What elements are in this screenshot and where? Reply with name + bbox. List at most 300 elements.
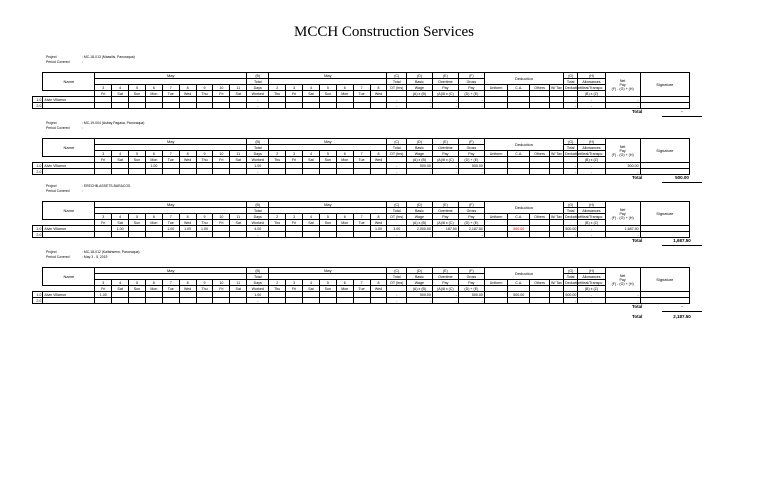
cell: 7	[162, 85, 179, 91]
month-header: May	[269, 202, 387, 208]
cell: Thu	[269, 220, 286, 226]
cell	[484, 298, 507, 304]
cell: Wed	[370, 91, 387, 97]
cell: Wed	[370, 286, 387, 292]
cell: (A)/8 x (C)	[432, 286, 458, 292]
cell	[353, 169, 370, 175]
cell: -	[247, 103, 269, 109]
cell: 7	[353, 214, 370, 220]
period-label: Period Covered	[46, 126, 70, 130]
cell	[269, 103, 286, 109]
payroll-table	[32, 201, 750, 238]
cell	[230, 103, 247, 109]
cell: 8	[370, 85, 387, 91]
cell: Basic	[406, 208, 432, 214]
cell: Pay	[432, 214, 458, 220]
cell: Basic	[406, 274, 432, 280]
period-label: Period Covered	[46, 189, 70, 193]
cell: Uniform	[484, 151, 507, 157]
cell: (D)	[406, 139, 432, 145]
cell: Uniform	[484, 214, 507, 220]
cell: (H)	[578, 202, 605, 208]
month-header: May	[95, 139, 247, 145]
cell	[286, 169, 303, 175]
cell: Sat	[303, 91, 320, 97]
cell: (D) + (E)	[458, 157, 484, 163]
cell: (D)	[406, 202, 432, 208]
cell: Wed	[179, 286, 196, 292]
cell: Total	[564, 274, 578, 280]
cell: -	[406, 232, 432, 238]
period-value: :	[82, 60, 83, 64]
cell: 7	[353, 151, 370, 157]
cell: 7	[353, 85, 370, 91]
cell: 4	[112, 280, 129, 286]
section-total	[632, 238, 712, 245]
cell: Pay	[458, 280, 484, 286]
cell: (G)	[564, 73, 578, 79]
cell: Sun	[319, 286, 336, 292]
cell: (B) x (Z)	[578, 286, 605, 292]
cell: -	[578, 163, 605, 169]
cell: 7	[162, 280, 179, 286]
cell: Fri	[213, 286, 230, 292]
cell: Wage	[406, 85, 432, 91]
cell	[336, 298, 353, 304]
cell: -	[387, 169, 406, 175]
cell: (F)	[458, 202, 484, 208]
cell	[230, 298, 247, 304]
cell	[179, 232, 196, 238]
section-meta	[46, 184, 130, 194]
cell: Wed	[370, 220, 387, 226]
cell: (D)	[406, 268, 432, 274]
section-total-value: 1,687.50	[673, 238, 691, 243]
cell: 2,187.50	[458, 226, 484, 232]
cell: -	[247, 298, 269, 304]
cell: 2	[269, 280, 286, 286]
cell: Mon	[336, 157, 353, 163]
cell: 10	[213, 214, 230, 220]
cell: (F)	[458, 268, 484, 274]
cell: 500.00	[605, 163, 640, 169]
cell: (B)	[247, 139, 269, 145]
deduction-header: Deduction	[484, 268, 563, 280]
cell	[319, 298, 336, 304]
cell: -	[406, 103, 432, 109]
section-total	[632, 304, 712, 311]
month-header: May	[269, 268, 387, 274]
cell: Tue	[162, 220, 179, 226]
cell: -	[605, 292, 640, 298]
cell: (B) x (Z)	[578, 220, 605, 226]
cell: 10	[213, 280, 230, 286]
cell: -	[432, 103, 458, 109]
cell: Fri	[95, 91, 112, 97]
cell: Sun	[319, 220, 336, 226]
cell: (C)	[387, 202, 406, 208]
cell: Pay	[458, 214, 484, 220]
cell	[530, 169, 549, 175]
cell: -	[432, 97, 458, 103]
table-row	[33, 298, 750, 304]
cell	[162, 103, 179, 109]
cell: W/ Tax	[550, 280, 562, 285]
cell: -	[458, 298, 484, 304]
cell: Fri	[286, 91, 303, 97]
cell	[549, 169, 563, 175]
deduction-header: Deduction	[484, 73, 563, 85]
cell: Fri	[213, 91, 230, 97]
cell	[353, 232, 370, 238]
cell: Thu	[269, 286, 286, 292]
cell: 6	[145, 214, 162, 220]
project-label: Project	[46, 250, 57, 254]
cell: Total	[387, 79, 406, 85]
cell: Total	[564, 208, 578, 214]
cell	[336, 103, 353, 109]
cell: Sat	[230, 91, 247, 97]
cell: Pay	[432, 280, 458, 286]
cell	[549, 298, 563, 304]
cell: Days	[247, 85, 269, 91]
cell: 4	[112, 151, 129, 157]
cell	[43, 169, 95, 175]
cell	[95, 232, 112, 238]
cell: -	[458, 232, 484, 238]
cell: Pay	[432, 85, 458, 91]
net-header: Net Pay (F) - (G) + (H)	[605, 202, 640, 226]
section-total-value: -	[681, 304, 683, 309]
cell: -	[458, 169, 484, 175]
cell: Sun	[129, 91, 146, 97]
cell: 3	[286, 85, 303, 91]
cell: 2.0	[33, 103, 43, 109]
cell: 10	[213, 85, 230, 91]
period-value: :	[82, 126, 83, 130]
month-header: May	[95, 202, 247, 208]
signature-cell	[640, 298, 689, 304]
cell: -	[387, 298, 406, 304]
section-total-label: Total	[632, 109, 643, 114]
cell	[213, 169, 230, 175]
cell: -	[564, 163, 578, 169]
cell: Sun	[129, 157, 146, 163]
project-value: : MC-18-012 (Kalfahsenn, Panoraqua)	[82, 250, 140, 254]
signature-header: Signature	[640, 202, 689, 226]
cell: 8	[179, 280, 196, 286]
cell: Mon	[336, 220, 353, 226]
cell: -	[387, 292, 406, 298]
cell: Sat	[303, 286, 320, 292]
cell: Total	[387, 274, 406, 280]
cell: Total	[387, 208, 406, 214]
total-underline	[662, 116, 702, 117]
cell: Total	[564, 145, 578, 151]
cell: (F)	[458, 73, 484, 79]
cell: 4	[303, 85, 320, 91]
cell: 4	[303, 280, 320, 286]
cell: 9	[196, 214, 213, 220]
payroll-section	[32, 267, 750, 309]
cell: Allowances	[578, 274, 605, 280]
project-value: : MC-18-013 (Maasilis, Panoraqua)	[82, 55, 135, 59]
cell: 2	[269, 151, 286, 157]
cell: 2,000.00	[406, 226, 432, 232]
cell: 5	[129, 280, 146, 286]
cell: (G)	[564, 139, 578, 145]
cell: W/ Tax	[550, 85, 562, 90]
cell	[162, 298, 179, 304]
table-row	[33, 103, 750, 109]
cell: Fri	[95, 157, 112, 163]
cell: Wage	[406, 280, 432, 286]
cell: (E)	[432, 202, 458, 208]
cell: 5	[319, 280, 336, 286]
cell: W/ Tax	[550, 214, 562, 219]
cell: Allowances	[578, 145, 605, 151]
cell: Tue	[353, 286, 370, 292]
cell	[112, 232, 129, 238]
cell: (G)	[564, 268, 578, 274]
cell: (H)	[578, 73, 605, 79]
cell: Wed	[179, 157, 196, 163]
cell	[530, 298, 549, 304]
cell: 2	[269, 85, 286, 91]
cell	[336, 232, 353, 238]
cell: Sat	[303, 157, 320, 163]
cell: C.A.	[508, 214, 530, 220]
cell: 1.0	[33, 163, 43, 169]
cell	[43, 298, 95, 304]
cell: 500.00	[458, 292, 484, 298]
cell	[484, 103, 507, 109]
cell: 6	[145, 280, 162, 286]
cell: 2.0	[33, 232, 43, 238]
name-header: Name	[43, 73, 95, 91]
signature-header: Signature	[640, 73, 689, 97]
cell: OT (hrs)	[387, 85, 406, 91]
cell: -	[605, 97, 640, 103]
cell: 1.00	[162, 226, 179, 232]
cell: -	[578, 103, 605, 109]
cell: -	[605, 298, 640, 304]
cell: 1.00	[247, 292, 269, 298]
cell: Worked	[247, 286, 269, 292]
cell: Uniform	[484, 280, 507, 286]
cell: Mon	[145, 157, 162, 163]
cell	[145, 103, 162, 109]
cell: 5	[319, 151, 336, 157]
cell: 8	[179, 151, 196, 157]
payroll-section	[32, 201, 750, 243]
cell	[196, 103, 213, 109]
cell: Wage	[406, 151, 432, 157]
cell: 500.00	[406, 292, 432, 298]
cell: -	[406, 97, 432, 103]
cell: 11	[230, 280, 247, 286]
project-label: Project	[46, 121, 57, 125]
cell	[530, 232, 549, 238]
cell: Sat	[112, 91, 129, 97]
cell: Thu	[196, 286, 213, 292]
signature-cell	[640, 232, 689, 238]
cell: Allowances	[578, 79, 605, 85]
cell: Tue	[162, 91, 179, 97]
cell: 11	[230, 85, 247, 91]
section-total-label: Total	[632, 238, 643, 243]
payroll-section	[32, 138, 750, 180]
cell: Total	[247, 79, 269, 85]
cell: -	[458, 97, 484, 103]
cell: 7	[353, 280, 370, 286]
period-label: Period Covered	[46, 60, 70, 64]
cell: 500.00	[565, 226, 577, 231]
cell: Uniform	[484, 85, 507, 91]
cell: Pay	[458, 85, 484, 91]
cell: 500.00	[508, 292, 530, 298]
cell: Meal/Transpo	[578, 280, 605, 286]
cell: 7	[162, 214, 179, 220]
cell: Allowances	[578, 208, 605, 214]
cell	[353, 298, 370, 304]
cell: (B)	[247, 73, 269, 79]
signature-cell	[640, 103, 689, 109]
cell	[196, 298, 213, 304]
cell: -	[247, 169, 269, 175]
signature-header: Signature	[640, 139, 689, 163]
cell	[286, 232, 303, 238]
cell	[213, 103, 230, 109]
cell: Thu	[196, 157, 213, 163]
cell: Wed	[370, 157, 387, 163]
cell: 8	[370, 280, 387, 286]
cell: 1.00	[196, 226, 213, 232]
cell: Others	[530, 280, 549, 286]
cell	[213, 232, 230, 238]
section-meta	[46, 250, 140, 260]
cell: (C)	[387, 139, 406, 145]
cell: Sun	[129, 220, 146, 226]
cell	[129, 169, 146, 175]
cell: Tue	[162, 157, 179, 163]
cell: 10	[213, 151, 230, 157]
cell: Total	[564, 79, 578, 85]
cell: Sat	[230, 220, 247, 226]
table-row	[33, 232, 750, 238]
cell: (D) + (E)	[458, 286, 484, 292]
cell: 187.50	[432, 226, 458, 232]
cell: Sun	[319, 157, 336, 163]
cell: Deduction	[565, 151, 582, 156]
section-total	[632, 109, 712, 116]
cell	[145, 232, 162, 238]
cell: 2.0	[33, 298, 43, 304]
cell: Overtime	[432, 208, 458, 214]
cell: 4	[112, 214, 129, 220]
cell: Others	[530, 85, 549, 91]
section-total-label: Total	[632, 175, 643, 180]
cell	[319, 103, 336, 109]
period-label: Period Covered	[46, 255, 70, 259]
cell	[95, 298, 112, 304]
name-header: Name	[43, 202, 95, 220]
cell: Fri	[95, 286, 112, 292]
cell: (H)	[578, 139, 605, 145]
signature-header: Signature	[640, 268, 689, 292]
cell: -	[387, 232, 406, 238]
cell: Deduction	[565, 85, 582, 90]
cell	[370, 298, 387, 304]
cell: Worked	[247, 91, 269, 97]
cell: (C)	[387, 73, 406, 79]
cell: Sat	[230, 157, 247, 163]
cell: -	[605, 232, 640, 238]
net-header: Net Pay (F) - (G) + (H)	[605, 268, 640, 292]
cell: Mon	[145, 91, 162, 97]
cell: 2.0	[33, 169, 43, 175]
payroll-table	[32, 72, 750, 109]
cell: (D) + (E)	[458, 91, 484, 97]
month-header: May	[269, 73, 387, 79]
cell: -	[432, 163, 458, 169]
cell: 3	[95, 151, 112, 157]
cell: 1.00	[112, 226, 129, 232]
month-header: May	[95, 268, 247, 274]
cell: Deduction	[565, 280, 582, 285]
cell: -	[432, 169, 458, 175]
cell: Wed	[179, 220, 196, 226]
cell: -	[564, 97, 578, 103]
cell: Fri	[286, 220, 303, 226]
cell	[508, 232, 530, 238]
cell	[43, 103, 95, 109]
cell: (B)	[247, 202, 269, 208]
cell	[112, 298, 129, 304]
cell	[508, 298, 530, 304]
cell	[269, 232, 286, 238]
cell: -	[578, 226, 605, 232]
cell: 1.0	[33, 292, 43, 298]
cell: Worked	[247, 157, 269, 163]
cell: Sat	[112, 286, 129, 292]
cell: C.A.	[508, 85, 530, 91]
cell: Others	[530, 151, 549, 157]
net-header: Net Pay (F) - (G) + (H)	[605, 73, 640, 97]
cell: Days	[247, 151, 269, 157]
cell: 5	[129, 85, 146, 91]
cell: 1.0	[33, 226, 43, 232]
cell: (B)	[247, 268, 269, 274]
cell: -	[578, 232, 605, 238]
cell: Days	[247, 280, 269, 286]
cell: OT (hrs)	[387, 214, 406, 220]
cell: 3	[286, 280, 303, 286]
cell	[196, 169, 213, 175]
cell: -	[605, 169, 640, 175]
cell: -	[387, 97, 406, 103]
cell: 3	[286, 151, 303, 157]
cell: 3.00	[387, 226, 406, 232]
cell: Mon	[336, 286, 353, 292]
cell: (F)	[458, 139, 484, 145]
cell: Tue	[353, 220, 370, 226]
cell: Sat	[230, 286, 247, 292]
cell: -	[564, 298, 578, 304]
cell: 5	[319, 85, 336, 91]
cell	[353, 103, 370, 109]
document-title: MCCH Construction Services	[294, 24, 474, 40]
